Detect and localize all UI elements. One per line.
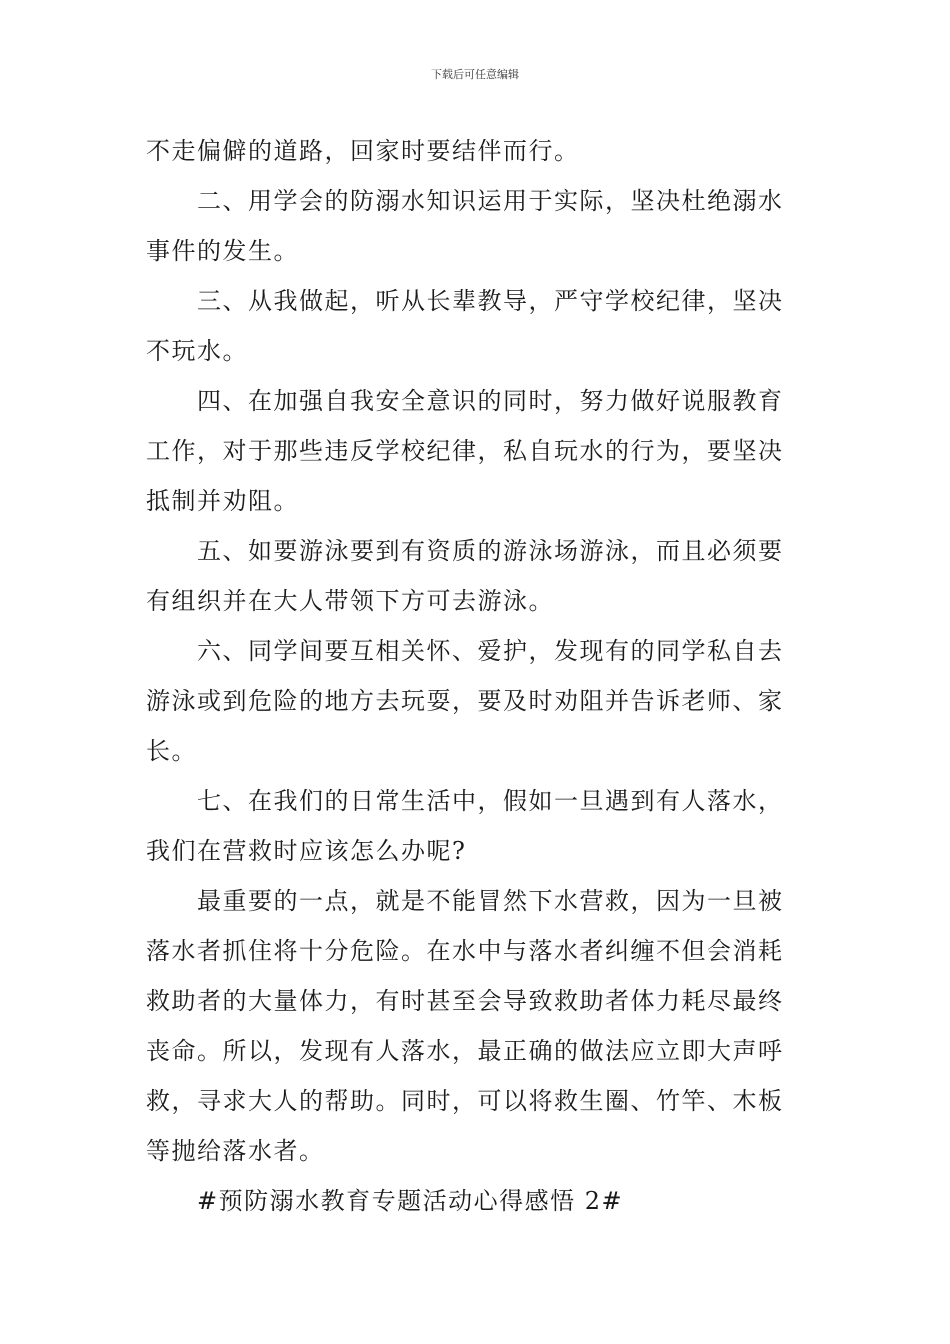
paragraph-item-3: 三、从我做起，听从长辈教导，严守学校纪律，坚决不玩水。 xyxy=(146,287,784,365)
paragraph-item-7: 七、在我们的日常生活中，假如一旦遇到有人落水，我们在营救时应该怎么办呢? xyxy=(146,787,784,865)
section-heading: #预防溺水教育专题活动心得感悟 2# xyxy=(197,1187,624,1215)
paragraph-rescue-advice: 最重要的一点，就是不能冒然下水营救，因为一旦被落水者抓住将十分危险。在水中与落水者纠缠不但会消耗救助者的大量体力，有时甚至会导致救助者体力耗尽最终丧命。所以，发现有人落水，最正确的做法应立即大声呼救，寻求大人的帮助。同时，可以将救生圈、竹竿、木板等抛给落水者。 xyxy=(146,887,784,1165)
paragraph-item-2: 二、用学会的防溺水知识运用于实际，坚决杜绝溺水事件的发生。 xyxy=(146,187,784,265)
page-header-note: 下载后可任意编辑 xyxy=(431,68,519,81)
paragraph-item-6: 六、同学间要互相关怀、爱护，发现有的同学私自去游泳或到危险的地方去玩耍，要及时劝阻并告诉老师、家长。 xyxy=(146,637,784,765)
document-body xyxy=(146,126,808,1226)
paragraph-item-5: 五、如要游泳要到有资质的游泳场游泳，而且必须要有组织并在大人带领下方可去游泳。 xyxy=(146,537,784,615)
paragraph-item-4: 四、在加强自我安全意识的同时，努力做好说服教育工作，对于那些违反学校纪律，私自玩水的行为，要坚决抵制并劝阻。 xyxy=(146,387,784,515)
paragraph-continuation: 不走偏僻的道路，回家时要结伴而行。 xyxy=(146,137,580,165)
